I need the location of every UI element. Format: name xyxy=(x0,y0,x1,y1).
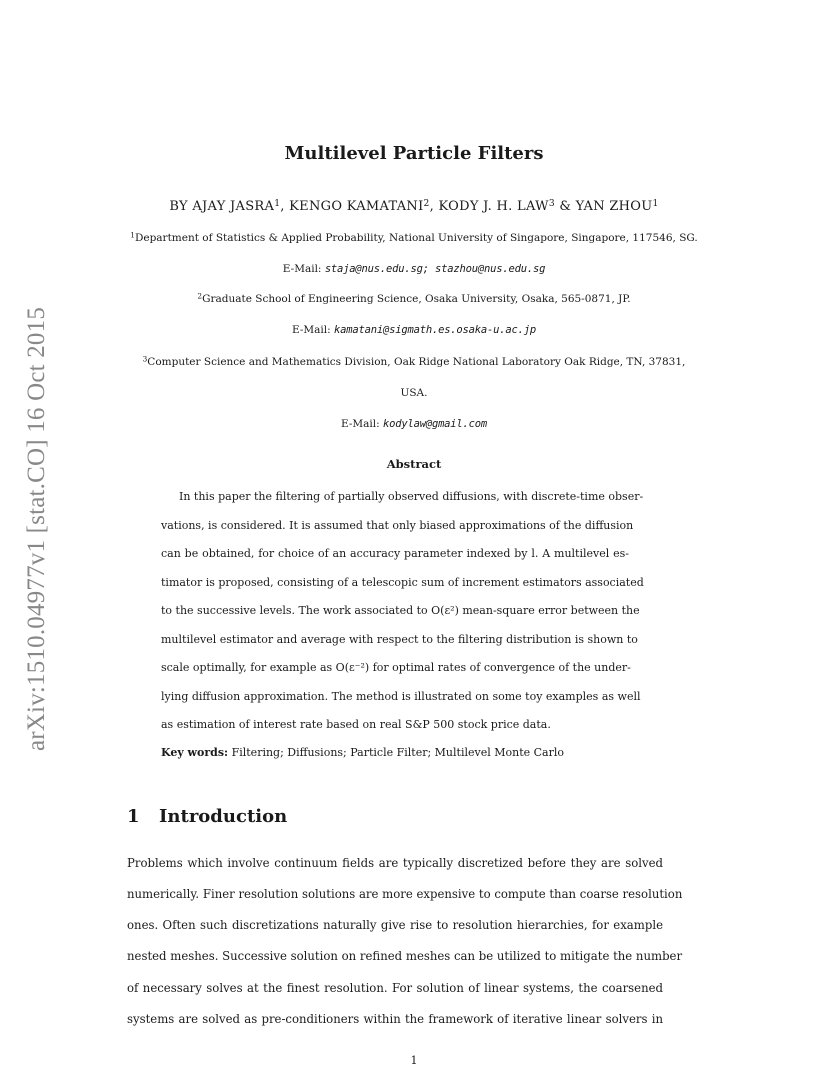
author-affiliation-mark: 2 xyxy=(423,198,430,209)
affiliation-3 xyxy=(0,356,828,368)
author-name: KENGO KAMATANI xyxy=(289,199,424,214)
email-line-1 xyxy=(0,263,828,275)
affiliation-text: Computer Science and Mathematics Division, Oak Ridge National Laboratory Oak Ridge, TN, 37831, xyxy=(147,356,686,368)
author-separator: , xyxy=(280,199,290,214)
author-affiliation-mark: 3 xyxy=(548,198,555,209)
affiliation-2 xyxy=(0,293,828,305)
affiliation-1 xyxy=(0,232,828,244)
email-address[interactable]: kodylaw@gmail.com xyxy=(382,418,488,430)
email-line-3 xyxy=(0,418,828,430)
author-separator: , xyxy=(429,199,439,214)
abstract-line: can be obtained, for choice of an accuracy parameter indexed by l. A multilevel es- xyxy=(161,547,629,560)
abstract-line: In this paper the filtering of partially observed diffusions, with discrete-time obser- xyxy=(179,490,644,503)
email-label: E-Mail: xyxy=(291,324,334,336)
affiliation-mark: 2 xyxy=(197,291,203,301)
email-line-2 xyxy=(0,324,828,336)
author-line xyxy=(0,199,828,214)
author-affiliation-mark: 1 xyxy=(274,198,281,209)
body-line: nested meshes. Successive solution on refined meshes can be utilized to mitigate the number xyxy=(127,949,683,963)
abstract-heading: Abstract xyxy=(386,457,442,471)
section-number: 1 xyxy=(127,806,140,827)
email-address[interactable]: kamatani@sigmath.es.osaka-u.ac.jp xyxy=(334,324,537,336)
affiliation-text: Graduate School of Engineering Science, Osaka University, Osaka, 565-0871, JP. xyxy=(202,293,631,305)
body-line: ones. Often such discretizations naturally give rise to resolution hierarchies, for example xyxy=(127,918,663,932)
body-line: of necessary solves at the finest resolution. For solution of linear systems, the coarsened xyxy=(127,981,663,995)
paper-title: Multilevel Particle Filters xyxy=(284,143,544,164)
email-label: E-Mail: xyxy=(282,263,325,275)
author-name: KODY J. H. LAW xyxy=(438,199,549,214)
abstract-line: lying diffusion approximation. The method is illustrated on some toy examples as well xyxy=(161,690,641,703)
author-separator: & xyxy=(554,199,576,214)
abstract-line: to the successive levels. The work associated to O(ε²) mean-square error between the xyxy=(161,604,640,617)
body-line: numerically. Finer resolution solutions are more expensive to compute than coarse resolution xyxy=(127,887,683,901)
section-title: Introduction xyxy=(159,806,288,827)
abstract-line: timator is proposed, consisting of a telescopic sum of increment estimators associated xyxy=(161,576,644,589)
author-name: AJAY JASRA xyxy=(192,199,275,214)
page-number: 1 xyxy=(410,1054,418,1067)
arxiv-sidebar-stamp: arXiv:1510.04977v1 [stat.CO] 16 Oct 2015 xyxy=(23,306,50,752)
keywords-label: Key words: xyxy=(161,746,229,759)
abstract-line: scale optimally, for example as O(ε⁻²) for optimal rates of convergence of the under- xyxy=(161,661,631,674)
affiliation-text: Department of Statistics & Applied Probability, National University of Singapore, Singapore, 117546, SG. xyxy=(134,232,698,244)
body-line: systems are solved as pre-conditioners within the framework of iterative linear solvers in xyxy=(127,1012,663,1026)
author-affiliation-mark: 1 xyxy=(652,198,659,209)
affiliation-mark: 3 xyxy=(142,354,148,364)
keywords-text: Filtering; Diffusions; Particle Filter; Multilevel Monte Carlo xyxy=(231,746,564,759)
affiliation-mark: 1 xyxy=(130,230,135,240)
author-name: YAN ZHOU xyxy=(575,199,653,214)
abstract-line: vations, is considered. It is assumed that only biased approximations of the diffusion xyxy=(161,519,634,532)
email-address[interactable]: staja@nus.edu.sg; stazhou@nus.edu.sg xyxy=(324,263,546,275)
email-label: E-Mail: xyxy=(340,418,383,430)
affiliation-3-country: USA. xyxy=(400,387,428,399)
abstract-line: multilevel estimator and average with respect to the filtering distribution is shown to xyxy=(161,633,638,646)
keywords xyxy=(161,746,564,759)
abstract-line: as estimation of interest rate based on real S&P 500 stock price data. xyxy=(161,718,551,731)
body-line: Problems which involve continuum fields are typically discretized before they are solved xyxy=(127,856,663,870)
section-heading xyxy=(127,806,287,827)
author-prefix: BY xyxy=(169,199,193,214)
